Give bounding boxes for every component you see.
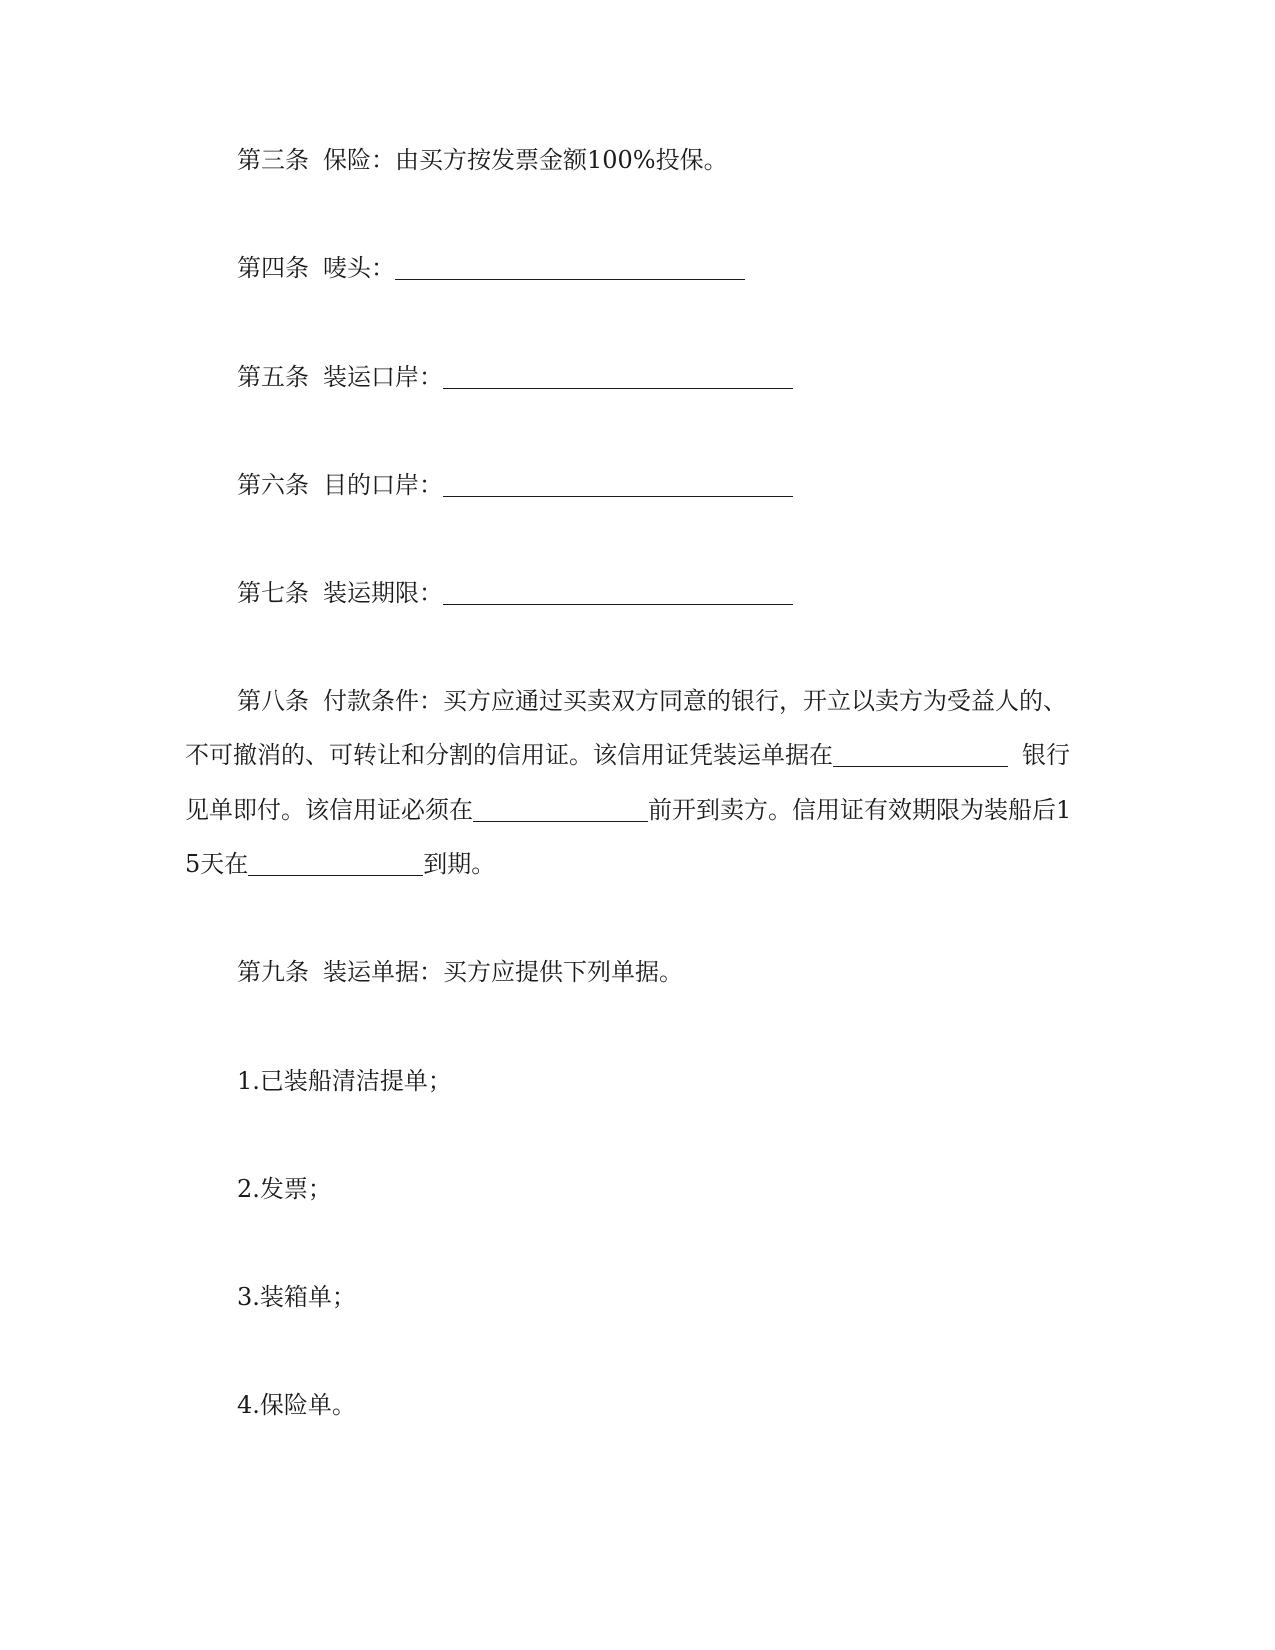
- clause-8-label: 第八条: [237, 687, 309, 715]
- clause-6-text: 目的口岸：: [323, 471, 443, 499]
- destination-port-blank[interactable]: [443, 472, 793, 497]
- clause-7-label: 第七条: [237, 579, 309, 607]
- clause-8-text-3b: 前开到卖方。信用证有效期限为装船后1: [648, 796, 1072, 824]
- clause-8-text-2a: 不可撤消的、可转让和分割的信用证。该信用证凭装运单据在: [185, 741, 833, 769]
- clause-7-text: 装运期限：: [323, 579, 443, 607]
- lc-open-date-blank[interactable]: [473, 797, 648, 822]
- clause-3-label: 第三条: [237, 146, 309, 174]
- list-item: 3.装箱单；: [237, 1283, 356, 1311]
- bank-name-blank[interactable]: [833, 742, 1008, 767]
- list-item: 2.发票；: [237, 1175, 332, 1203]
- shipment-deadline-blank[interactable]: [443, 580, 793, 605]
- clause-8-line-3: [185, 795, 1105, 825]
- clause-8-text-1: 付款条件：买方应通过买卖双方同意的银行，开立以卖方为受益人的、: [323, 687, 1067, 715]
- list-item: 1.已装船清洁提单；: [237, 1067, 452, 1095]
- clause-5: [237, 362, 1105, 392]
- clause-6: [237, 470, 1105, 500]
- clause-9-text: 装运单据：买方应提供下列单据。: [323, 958, 683, 986]
- clause-4: [237, 253, 1105, 283]
- clause-7: [237, 578, 1105, 608]
- clause-5-text: 装运口岸：: [323, 363, 443, 391]
- clause-5-label: 第五条: [237, 363, 309, 391]
- lc-expiry-place-blank[interactable]: [248, 851, 423, 876]
- clause-8-line-1: [237, 686, 1105, 716]
- clause-8-line-4: [185, 849, 1105, 879]
- clause-8-line-2: [185, 740, 1105, 770]
- clause-8-text-4a: 5天在: [185, 850, 249, 878]
- shipping-marks-blank[interactable]: [395, 255, 745, 280]
- clause-4-text: 唛头：: [323, 254, 395, 282]
- clause-8-text-4b: 到期。: [423, 850, 496, 878]
- loading-port-blank[interactable]: [443, 364, 793, 389]
- clause-8-text-3a: 见单即付。该信用证必须在: [185, 796, 473, 824]
- clause-3: [237, 145, 1105, 175]
- clause-8-text-2b: 银行: [1022, 741, 1070, 769]
- clause-4-label: 第四条: [237, 254, 309, 282]
- clause-6-label: 第六条: [237, 471, 309, 499]
- clause-9-label: 第九条: [237, 958, 309, 986]
- clause-3-text: 保险：由买方按发票金额100%投保。: [323, 146, 728, 174]
- list-item: 4.保险单。: [237, 1391, 356, 1419]
- clause-9: [237, 957, 1105, 987]
